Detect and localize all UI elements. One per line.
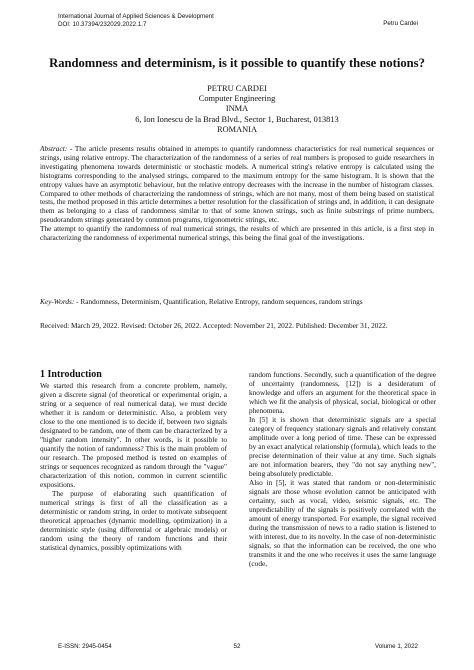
intro-paragraph-4: In [5] it is shown that deterministic signals are a special category of frequency stationary signals and relatively constant amplitude over a long period of time. These can be expressed by an exact analytical relationship (formula), which leads to the precise determination of their value at any time. Such signals are not information bearers, they "do not say anything new", being absolutely predictable.	[249, 415, 436, 478]
footer-volume: Volume 1, 2022	[374, 643, 418, 650]
doi[interactable]: DOI: 10.37394/232029.2022.1.7	[58, 20, 147, 28]
paper-title: Randomness and determinism, is it possible to quantify these notions?	[49, 56, 425, 70]
country: ROMANIA	[216, 124, 257, 134]
journal-name: International Journal of Applied Sciences & Development	[58, 13, 214, 20]
address: 6, Ion Ionescu de la Brad Blvd., Sector 1, Bucharest, 013813	[135, 114, 339, 124]
intro-paragraph-2: The purpose of elaborating such quantification of numerical strings is first of all the classification as a deterministic or random string, in order to motivate subsequent theoretical approaches (dynamic modelling, optimization) in a deterministic style (using differential or algebraic models) or random using the theory of random functions and their statistical dynamics, possibly optimizations with	[40, 489, 227, 552]
intro-paragraph-5: Also in [5], it was stated that random or non-deterministic signals are those whose evolution cannot be anticipated with certainty, such as vocal, video, seismic signals, etc. The unpredictability of the signals is positively correlated with the amount of energy transported. For example, the signal received during the transmission of news to a radio station is listened to with interest, due to its novelty. In the case of non-deterministic signals, so that the information can be received, the one who transmits it and the one who receives it uses the same language (code,	[249, 478, 436, 568]
intro-paragraph-1: We started this research from a concrete problem, namely, given a discrete signal (of theoretical or experimental origin, a string or a sequence of real numerical data), we must decide whether it is random or deterministic. Also, a problem very close to the one mentioned is to decide if, between two signals designated to be random, one of them can be characterized by a "higher random intensity". In other words, is it possible to quantify the notion of randomness? This is the main problem of our research. The proposed method is tested on examples of strings or sequences recognized as random through the "vague" characterization of this notion, common in current scientific expositions.	[40, 381, 227, 489]
received-dates: Received: March 29, 2022. Revised: October 26, 2022. Accepted: November 21, 2022. Published: December 31, 2022.	[40, 321, 388, 330]
department: Computer Engineering	[198, 94, 276, 104]
footer-page-number: 52	[233, 643, 241, 650]
header-author: Petru Cardei	[383, 20, 418, 27]
keywords-text: - Randomness, Determinism, Quantification, Relative Entropy, random sequences, random strings	[74, 297, 363, 306]
abstract-paragraph-2: The attempt to quantify the randomness of real numerical strings, the results of which are presented in this article, is a first step in characterizing the randomness of experimental numerical strings, this being the final goal of the investigations.	[40, 224, 434, 243]
section-heading: 1 Introduction	[40, 369, 102, 380]
institution: INMA	[225, 104, 249, 114]
running-header	[58, 13, 418, 28]
left-column	[40, 370, 227, 552]
intro-paragraph-3: random functions. Secondly, such a quantification of the degree of uncertainty (randomness, [12]) is a desideratum of knowledge and offers an argument for the theoretical space in which we fit the analysis of physical, social, biological or other phenomena.	[249, 370, 436, 415]
keywords-label: Key-Words:	[40, 297, 75, 306]
right-column	[249, 370, 436, 568]
abstract-paragraph-1: - The article presents results obtained in attempts to quantify randomness characteristics for real numerical sequences or strings, using relative entropy. The characterization of the randomness of a series of real numbers is proposed to guide researchers in investigating phenomena towards deterministic or stochastic models. A numerical string's relative entropy is calculated using the histograms corresponding to the analysed strings, compared to the maximum entropy for the same histogram. It is shown that the entropy values have an asymptotic behaviour, but the relative entropy decreases with the increase in the number of histogram classes. Compared to other methods of characterizing the randomness of strings, which are not many, most of them being based on statistical tests, the method proposed in this article determines a better resolution for the classification of strings and, in addition, it can designate them as belonging to a class of randomness similar to that of some known strings, such as finite substrings of prime numbers, pseudorandom strings generated by common programs, trigonometric strings, etc.	[40, 144, 434, 225]
footer-issn: E-ISSN: 2945-0454	[58, 643, 112, 650]
abstract-label: Abstract:	[40, 144, 68, 153]
abstract	[40, 145, 434, 243]
affiliation-block	[0, 84, 474, 135]
keywords	[40, 298, 434, 307]
author-name: PETRU CARDEI	[207, 84, 267, 93]
